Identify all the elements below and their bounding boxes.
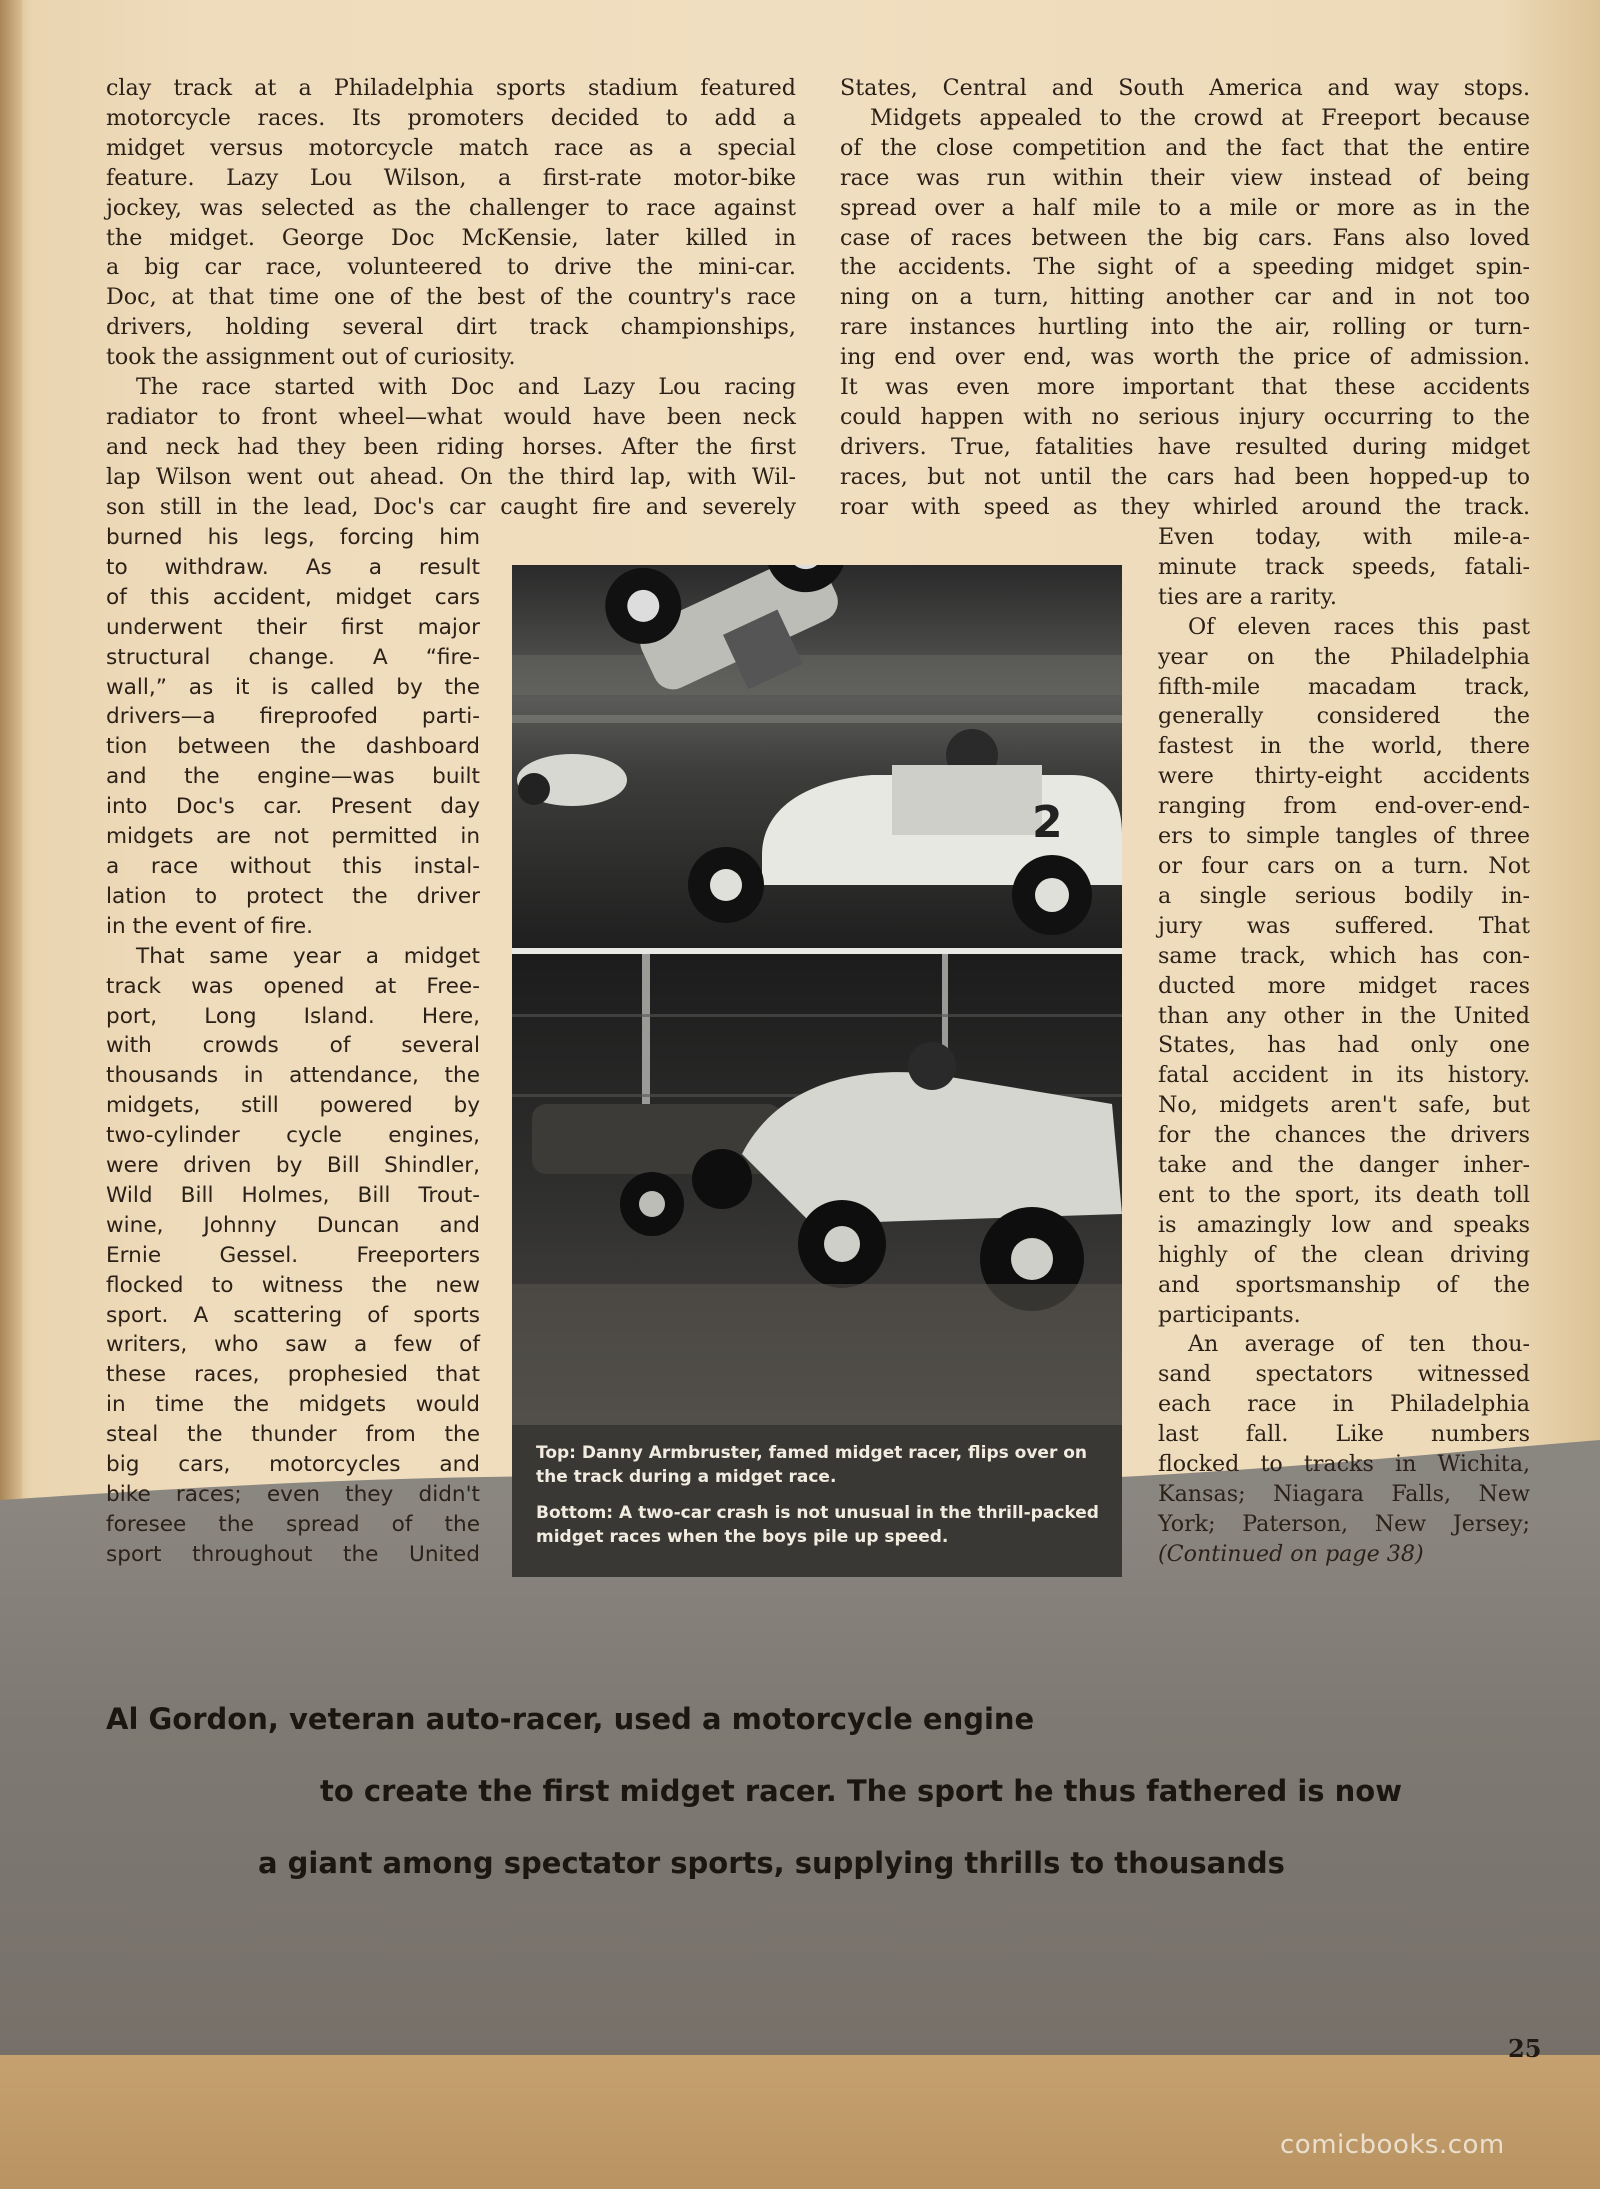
- text-line: year on the Philadelphia: [1158, 643, 1530, 670]
- text-line: were thirty-eight accidents: [1158, 763, 1530, 790]
- text-line: into Doc's car. Present day: [106, 794, 480, 820]
- text-line: of the close competition and the fact that the entire: [840, 134, 1530, 161]
- text-line: midgets, still powered by: [106, 1093, 480, 1119]
- photo-caption: [512, 1425, 1122, 1577]
- text-line: thousands in attendance, the: [106, 1063, 480, 1089]
- left-column-top: [106, 74, 796, 523]
- text-line: ducted more midget races: [1158, 972, 1530, 999]
- text-line: wall,” as it is called by the: [106, 674, 480, 700]
- text-line: drivers—a fireproofed parti-: [106, 704, 480, 730]
- text-line: last fall. Like numbers: [1158, 1421, 1530, 1448]
- text-line: a race without this instal-: [106, 853, 480, 879]
- promo-line-2: to create the first midget racer. The sport he thus fathered is now: [320, 1774, 1403, 1808]
- text-line: in time the midgets would: [106, 1392, 480, 1418]
- page-bottom-strip: [0, 2055, 1600, 2189]
- text-line: in the event of fire.: [106, 913, 314, 939]
- text-line: fatal accident in its history.: [1158, 1062, 1530, 1089]
- text-line: same track, which has con-: [1158, 942, 1530, 969]
- text-line: jockey, was selected as the challenger to race against: [106, 194, 796, 221]
- text-line: son still in the lead, Doc's car caught fire and severely: [106, 493, 796, 520]
- text-line: these races, prophesied that: [106, 1362, 480, 1388]
- text-line: Kansas; Niagara Falls, New: [1158, 1481, 1530, 1507]
- text-line: take and the danger inher-: [1158, 1152, 1530, 1179]
- car-number-label: 2: [1032, 797, 1063, 848]
- text-line: It was even more important that these accidents: [840, 374, 1530, 401]
- text-line: No, midgets aren't safe, but: [1158, 1092, 1530, 1119]
- text-line: wine, Johnny Duncan and: [106, 1212, 480, 1238]
- text-line: States, has had only one: [1158, 1032, 1530, 1059]
- text-line: sport throughout the United: [106, 1541, 480, 1567]
- text-line: York; Paterson, New Jersey;: [1158, 1510, 1530, 1537]
- text-line: An average of ten thou-: [1188, 1331, 1530, 1358]
- text-line: bike races; even they didn't: [106, 1482, 480, 1507]
- text-line: for the chances the drivers: [1158, 1122, 1530, 1149]
- text-line: That same year a midget: [136, 943, 480, 969]
- text-line: fifth-mile macadam track,: [1158, 673, 1530, 700]
- right-column-top: [840, 74, 1530, 523]
- text-line: the midget. George Doc McKensie, later killed in: [106, 224, 796, 251]
- text-line: ning on a turn, hitting another car and in not too: [840, 284, 1530, 311]
- text-line: ranging from end-over-end-: [1158, 793, 1530, 820]
- text-line: clay track at a Philadelphia sports stadium featured: [106, 75, 796, 101]
- text-line: could happen with no serious injury occurring to the: [840, 403, 1530, 430]
- text-line: case of races between the big cars. Fans also loved: [840, 224, 1530, 251]
- text-line: fastest in the world, there: [1158, 733, 1530, 760]
- text-line: ties are a rarity.: [1158, 583, 1337, 610]
- text-line: Midgets appealed to the crowd at Freeport because: [870, 104, 1530, 131]
- text-line: tion between the dashboard: [106, 734, 480, 760]
- text-line: Doc, at that time one of the best of the country's race: [106, 284, 796, 311]
- text-line: a single serious bodily in-: [1158, 882, 1530, 909]
- promo-line-1: Al Gordon, veteran auto-racer, used a motorcycle engine: [106, 1702, 1035, 1736]
- text-line: Ernie Gessel. Freeporters: [106, 1242, 480, 1268]
- page-number: 25: [1508, 2034, 1542, 2063]
- text-line: midget versus motorcycle match race as a special: [106, 134, 796, 161]
- text-line: and the engine—was built: [106, 764, 480, 790]
- text-line: track was opened at Free-: [106, 973, 480, 999]
- text-line: is amazingly low and speaks: [1158, 1211, 1530, 1238]
- text-line: midgets are not permitted in: [106, 824, 480, 850]
- text-line: writers, who saw a few of: [106, 1332, 480, 1358]
- text-line: ers to simple tangles of three: [1158, 823, 1530, 850]
- text-line: feature. Lazy Lou Wilson, a first-rate motor-bike: [106, 164, 796, 191]
- text-line: radiator to front wheel—what would have been neck: [106, 403, 796, 430]
- text-line: the accidents. The sight of a speeding midget spin-: [840, 254, 1530, 281]
- text-line: flocked to witness the new: [106, 1272, 480, 1298]
- text-line: and neck had they been riding horses. After the first: [106, 433, 796, 460]
- text-line: burned his legs, forcing him: [106, 525, 480, 550]
- text-line: than any other in the United: [1158, 1002, 1530, 1029]
- bottom-photo-two-car-crash: [512, 954, 1122, 1425]
- text-line: steal the thunder from the: [106, 1422, 480, 1448]
- text-line: sand spectators witnessed: [1158, 1361, 1530, 1388]
- top-photo-flipping-car: [512, 565, 1122, 948]
- text-line: minute track speeds, fatali-: [1158, 553, 1530, 580]
- right-column-narrow: [1158, 523, 1530, 1570]
- text-line: rare instances hurtling into the air, rolling or turn-: [840, 314, 1530, 341]
- text-line: sport. A scattering of sports: [106, 1302, 480, 1328]
- text-line: spread over a half mile to a mile or more as in the: [840, 194, 1530, 221]
- text-line: big cars, motorcycles and: [106, 1452, 480, 1478]
- text-line: Of eleven races this past: [1188, 613, 1530, 640]
- text-line: port, Long Island. Here,: [106, 1003, 480, 1029]
- text-line: races, but not until the cars had been hopped-up to: [840, 463, 1530, 490]
- caption-top: Top: Danny Armbruster, famed midget racer, flips over on the track during a midget race.: [536, 1443, 1088, 1487]
- text-line: took the assignment out of curiosity.: [106, 344, 516, 371]
- text-line: States, Central and South America and way stops.: [840, 75, 1530, 101]
- text-line: with crowds of several: [106, 1033, 480, 1059]
- text-line: foresee the spread of the: [106, 1511, 480, 1537]
- text-line: The race started with Doc and Lazy Lou racing: [136, 374, 796, 401]
- text-line: of this accident, midget cars: [106, 584, 480, 610]
- watermark: comicbooks.com: [1280, 2130, 1505, 2160]
- continued-on-page: (Continued on page 38): [1158, 1540, 1424, 1567]
- caption-bottom: Bottom: A two-car crash is not unusual in the thrill-packed midget races when the boys pile up speed.: [536, 1503, 1099, 1547]
- text-line: structural change. A “fire-: [106, 644, 480, 670]
- promo-line-3: a giant among spectator sports, supplying thrills to thousands: [258, 1846, 1285, 1880]
- text-line: drivers, holding several dirt track championships,: [106, 314, 796, 341]
- text-line: lap Wilson went out ahead. On the third lap, with Wil-: [106, 463, 796, 490]
- text-line: participants.: [1158, 1301, 1301, 1328]
- text-line: a big car race, volunteered to drive the mini-car.: [106, 254, 796, 281]
- text-line: or four cars on a turn. Not: [1158, 852, 1530, 879]
- text-line: drivers. True, fatalities have resulted during midget: [840, 433, 1530, 460]
- text-line: lation to protect the driver: [106, 883, 480, 909]
- text-line: each race in Philadelphia: [1158, 1391, 1530, 1418]
- text-line: flocked to tracks in Wichita,: [1158, 1451, 1530, 1478]
- text-line: to withdraw. As a result: [106, 554, 480, 580]
- text-line: two-cylinder cycle engines,: [106, 1123, 480, 1149]
- text-line: jury was suffered. That: [1158, 912, 1530, 939]
- text-line: underwent their first major: [106, 614, 480, 640]
- text-line: ing end over end, was worth the price of admission.: [840, 344, 1530, 371]
- left-column-narrow: [106, 523, 480, 1570]
- text-line: highly of the clean driving: [1158, 1241, 1530, 1268]
- text-line: roar with speed as they whirled around the track.: [840, 493, 1530, 520]
- text-line: ent to the sport, its death toll: [1158, 1181, 1530, 1208]
- text-line: were driven by Bill Shindler,: [106, 1153, 480, 1179]
- text-line: Wild Bill Holmes, Bill Trout-: [106, 1182, 480, 1208]
- race-photos: [512, 565, 1122, 1425]
- text-line: Even today, with mile-a-: [1158, 524, 1530, 550]
- text-line: motorcycle races. Its promoters decided to add a: [106, 104, 796, 131]
- text-line: race was run within their view instead of being: [840, 164, 1530, 191]
- text-line: generally considered the: [1158, 703, 1530, 730]
- text-line: and sportsmanship of the: [1158, 1271, 1530, 1298]
